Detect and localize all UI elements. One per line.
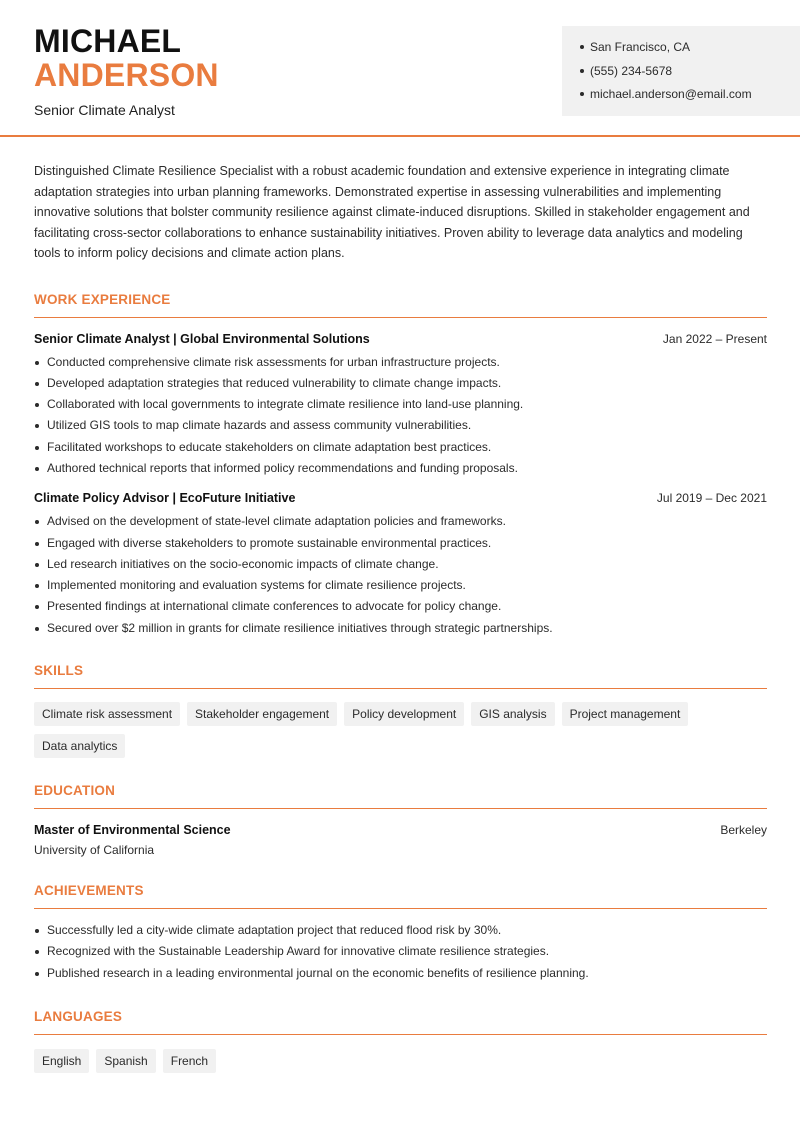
languages-section xyxy=(34,1009,767,1073)
last-name: ANDERSON xyxy=(34,57,219,93)
section-divider xyxy=(34,317,767,318)
summary: Distinguished Climate Resilience Specialist with a robust academic foundation and extensive experience in integrating climate adaptation strategies into urban planning frameworks. Demonstrated expertise in assessing vulnerabilities and implementing innovative solutions that bolster community resilience against climate-induced disruptions. Skilled in stakeholder engagement and facilitating cross-sector collaborations to enhance sustainability initiatives. Proven ability to leverage data analytics and modeling tools to inform policy decisions and climate action plans. xyxy=(34,164,750,260)
skill-tag: Climate risk assessment xyxy=(34,702,180,726)
language-tag: French xyxy=(163,1049,216,1073)
first-name: MICHAEL xyxy=(34,23,182,59)
achievements-section xyxy=(34,883,767,984)
skill-tag: Data analytics xyxy=(34,734,125,758)
list-item: Led research initiatives on the socio-economic impacts of climate change. xyxy=(34,554,767,575)
list-item: Conducted comprehensive climate risk assessments for urban infrastructure projects. xyxy=(34,352,767,373)
name-block xyxy=(34,24,219,118)
school: University of California xyxy=(34,843,155,858)
list-item: Authored technical reports that informed policy recommendations and funding proposals. xyxy=(34,458,767,479)
contact-phone: (555) 234-5678 xyxy=(580,64,800,88)
list-item: Developed adaptation strategies that reduced vulnerability to climate change impacts. xyxy=(34,373,767,394)
job-title: Senior Climate Analyst xyxy=(34,102,175,118)
language-tags xyxy=(34,1049,767,1073)
job-dates: Jul 2019 – Dec 2021 xyxy=(656,491,767,506)
list-item: Published research in a leading environmental journal on the economic benefits of resilience planning. xyxy=(34,963,767,984)
section-divider xyxy=(34,808,767,809)
list-item: Collaborated with local governments to integrate climate resilience into land-use planning. xyxy=(34,394,767,415)
skill-tag: Project management xyxy=(562,702,689,726)
list-item: Successfully led a city-wide climate adaptation project that reduced flood risk by 30%. xyxy=(34,920,767,941)
list-item: Engaged with diverse stakeholders to promote sustainable environmental practices. xyxy=(34,533,767,554)
job-role: Climate Policy Advisor | EcoFuture Initiative xyxy=(34,491,296,506)
language-tag: Spanish xyxy=(96,1049,155,1073)
section-title-languages: LANGUAGES xyxy=(34,1008,123,1024)
section-divider xyxy=(34,688,767,689)
contact-box xyxy=(562,26,800,116)
job-entry xyxy=(34,332,767,480)
resume-body xyxy=(34,161,767,1073)
job-header xyxy=(34,491,767,505)
skill-tag: GIS analysis xyxy=(471,702,554,726)
education-entry xyxy=(34,823,767,857)
list-item: Implemented monitoring and evaluation systems for climate resilience projects. xyxy=(34,575,767,596)
job-header xyxy=(34,332,767,346)
education-section xyxy=(34,783,767,857)
skills-section xyxy=(34,663,767,758)
education-header xyxy=(34,823,767,837)
job-bullets xyxy=(34,511,767,639)
skill-tag: Policy development xyxy=(344,702,464,726)
section-divider xyxy=(34,1034,767,1035)
list-item: Advised on the development of state-level climate adaptation policies and frameworks. xyxy=(34,511,767,532)
contact-location: San Francisco, CA xyxy=(580,40,800,64)
skill-tag: Stakeholder engagement xyxy=(187,702,337,726)
achievement-list xyxy=(34,920,767,984)
education-location: Berkeley xyxy=(720,823,767,838)
section-divider xyxy=(34,908,767,909)
section-title-skills: SKILLS xyxy=(34,663,84,679)
list-item: Utilized GIS tools to map climate hazards and assess community vulnerabilities. xyxy=(34,415,767,436)
job-dates: Jan 2022 – Present xyxy=(662,331,767,346)
contact-email[interactable]: michael.anderson@email.com xyxy=(580,87,800,111)
resume-header xyxy=(0,0,800,137)
list-item: Presented findings at international climate conferences to advocate for policy change. xyxy=(34,596,767,617)
section-title-education: EDUCATION xyxy=(34,783,116,799)
job-role: Senior Climate Analyst | Global Environmental Solutions xyxy=(34,331,370,346)
work-section xyxy=(34,292,767,640)
list-item: Secured over $2 million in grants for climate resilience initiatives through strategic partnerships. xyxy=(34,618,767,639)
skill-tags xyxy=(34,702,767,758)
language-tag: English xyxy=(34,1049,89,1073)
job-bullets xyxy=(34,352,767,480)
job-entry xyxy=(34,491,767,639)
list-item: Facilitated workshops to educate stakeholders on climate adaptation best practices. xyxy=(34,437,767,458)
list-item: Recognized with the Sustainable Leadership Award for innovative climate resilience strategies. xyxy=(34,941,767,962)
section-title-achievements: ACHIEVEMENTS xyxy=(34,883,144,899)
section-title-work: WORK EXPERIENCE xyxy=(34,291,171,307)
degree: Master of Environmental Science xyxy=(34,823,231,838)
